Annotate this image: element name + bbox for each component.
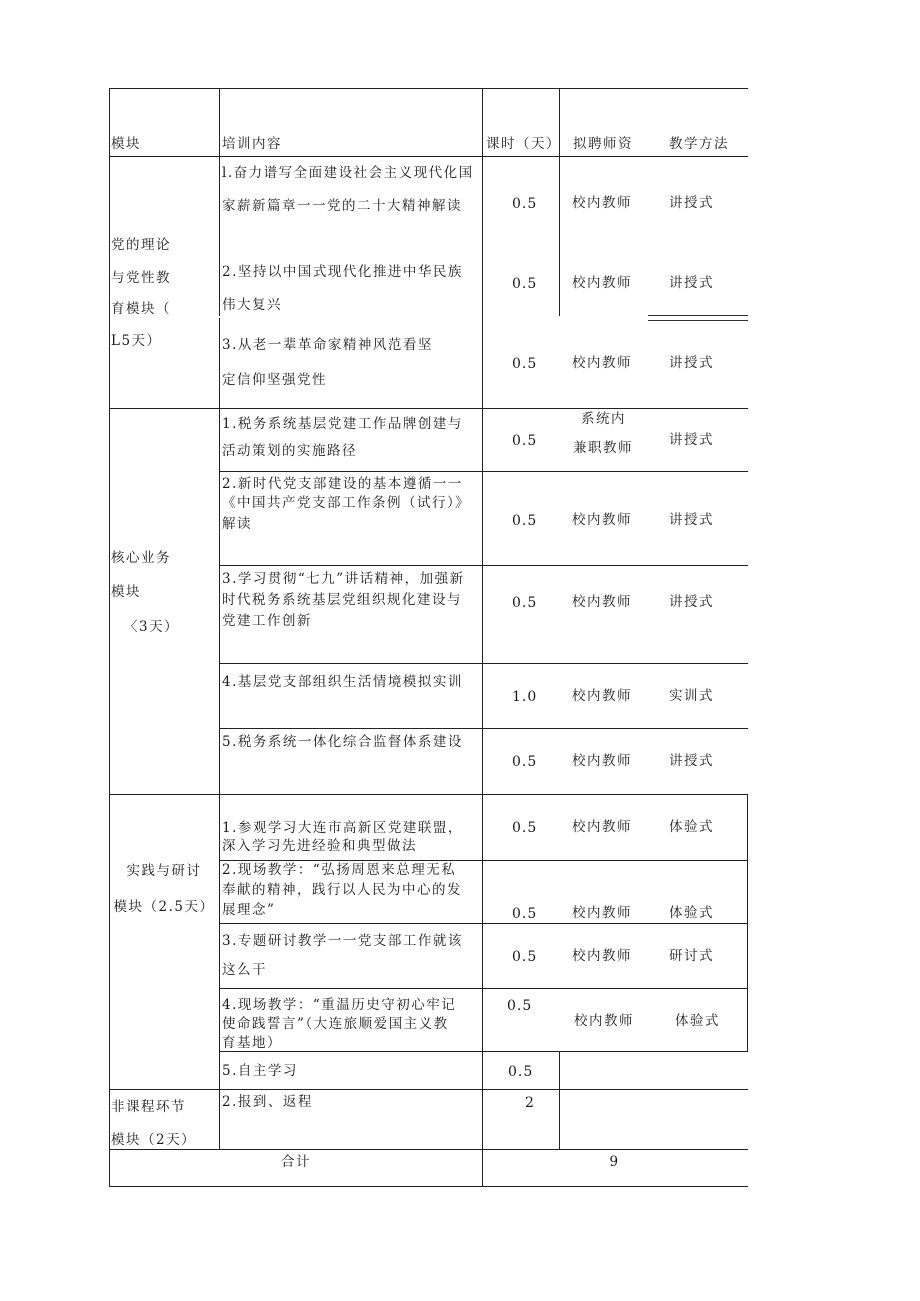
method-cell: 讲授式 [669,432,714,448]
hours-cell: 0.5 [512,820,538,836]
content-line: 5.自主学习 [222,1063,298,1079]
row-divider [219,471,748,472]
row-divider [109,156,748,157]
method-cell: 讲授式 [669,275,714,291]
module-label: L5天） [111,333,162,349]
content-line: 1.参观学习大连市高新区党建联盟， [222,820,463,836]
header-module: 模块 [111,136,141,152]
content-line: 展理念” [222,902,276,918]
table-border-right [747,794,748,1052]
hours-cell: 1.0 [512,689,538,705]
content-line: 4.现场教学：“重温历史守初心牢记 [222,997,457,1013]
column-divider [219,318,220,1150]
teacher-cell: 校内教师 [572,819,632,835]
hours-cell: 0.5 [512,433,538,449]
content-line: 2.现场教学：“弘扬周恩来总理无私 [222,862,457,878]
teacher-cell: 校内教师 [572,688,632,704]
header-content: 培训内容 [222,136,282,152]
content-line: 3.从老一辈革命家精神风范看坚 [222,337,433,353]
hours-cell: 0.5 [512,595,538,611]
table-border-top [109,88,748,89]
content-line: 1.税务系统基层党建工作品牌创建与 [222,416,463,432]
table-border-bottom [109,1186,748,1187]
content-line: 2.坚持以中国式现代化推进中华民族 [222,264,463,280]
column-divider [559,88,560,316]
hours-cell: 0.5 [508,1064,534,1080]
content-line: 育基地） [222,1035,282,1051]
hours-cell: 0.5 [512,276,538,292]
table-border-left [109,88,110,1187]
content-line: 伟大复兴 [222,297,282,313]
teacher-cell: 兼职教师 [573,440,633,456]
hours-cell: 0.5 [507,998,533,1014]
header-method: 教学方法 [669,136,729,152]
hours-cell: 0.5 [512,196,538,212]
method-cell: 研讨式 [669,948,714,964]
column-divider [559,1051,560,1150]
method-cell: 实训式 [669,688,714,704]
content-line: 3.专题研讨教学一一党支部工作就该 [222,933,463,949]
content-line: 3.学习贯彻“七九”讲话精神，加强新 [222,571,465,587]
content-line: 《中国共产党支部工作条例（试行）》 [222,495,471,511]
header-hours: 课时（天） [486,136,561,152]
header-teacher: 拟聘师资 [573,136,633,152]
method-cell: 体验式 [669,819,714,835]
module-label: 模块（2.5天） [113,899,215,915]
method-cell: 体验式 [675,1013,720,1029]
content-line: 2.新时代党支部建设的基本遵循一一 [222,476,463,492]
content-line: 时代税务系统基层党组织规化建设与 [222,592,462,608]
row-divider [219,1051,748,1052]
row-divider [219,565,748,566]
content-line: 党建工作创新 [222,613,312,629]
teacher-cell: 校内教师 [572,753,632,769]
content-line: 解读 [222,516,252,532]
module-label: 模块 [111,584,141,600]
module-label: 与党性教 [111,270,171,286]
module-label: 党的理论 [111,237,171,253]
hours-cell: 0.5 [512,356,538,372]
teacher-cell: 校内教师 [574,1013,634,1029]
teacher-cell: 校内教师 [572,355,632,371]
hours-cell: 2 [525,1095,535,1111]
hours-cell: 0.5 [512,513,538,529]
method-cell: 讲授式 [669,195,714,211]
content-line: 家薪新篇章一一党的二十大精神解读 [222,198,462,214]
module-label: 非课程环节 [111,1099,186,1115]
row-divider [109,408,748,409]
method-cell: 体验式 [669,905,714,921]
content-line: l.奋力谱写全面建设社会主义现代化国 [222,165,474,181]
content-line: 定信仰坚强党性 [222,372,327,388]
teacher-cell: 校内教师 [572,195,632,211]
row-divider [109,794,748,795]
double-rule [648,315,748,321]
teacher-cell: 校内教师 [572,905,632,921]
module-label: 模块（2天） [111,1132,197,1148]
column-divider [219,88,220,316]
hours-cell: 0.5 [512,949,538,965]
teacher-cell: 校内教师 [572,512,632,528]
method-cell: 讲授式 [669,753,714,769]
module-label: 实践与研讨 [126,863,202,879]
row-divider [219,663,748,664]
module-label: 〈3天） [124,619,180,635]
column-divider [482,88,483,1187]
content-line: 使命践誓言”（大连旅顺爱国主义教 [222,1016,449,1032]
teacher-cell: 系统内 [581,411,626,427]
row-divider [109,1149,748,1150]
content-line: 奉献的精神，践行以人民为中心的发 [222,882,462,898]
module-label: 育模块（ [111,301,171,317]
teacher-cell: 校内教师 [572,594,632,610]
method-cell: 讲授式 [669,355,714,371]
method-cell: 讲授式 [669,594,714,610]
hours-cell: 0.5 [512,906,538,922]
content-line: 4.基层党支部组织生活情境模拟实训 [222,674,463,690]
row-divider [219,728,748,729]
content-line: 活动策划的实施路径 [222,443,357,459]
method-cell: 讲授式 [669,512,714,528]
content-line: 2.报到、返程 [222,1094,313,1110]
teacher-cell: 校内教师 [572,948,632,964]
module-label: 核心业务 [111,550,171,566]
content-line: 5.税务系统一体化综合监督体系建设 [222,734,463,750]
content-line: 深入学习先进经验和典型做法 [222,838,417,854]
total-value: 9 [609,1154,620,1170]
row-divider [219,988,748,989]
total-label: 合计 [281,1154,311,1170]
teacher-cell: 校内教师 [572,275,632,291]
row-divider [109,1089,748,1090]
content-line: 这么干 [222,962,267,978]
hours-cell: 0.5 [512,754,538,770]
